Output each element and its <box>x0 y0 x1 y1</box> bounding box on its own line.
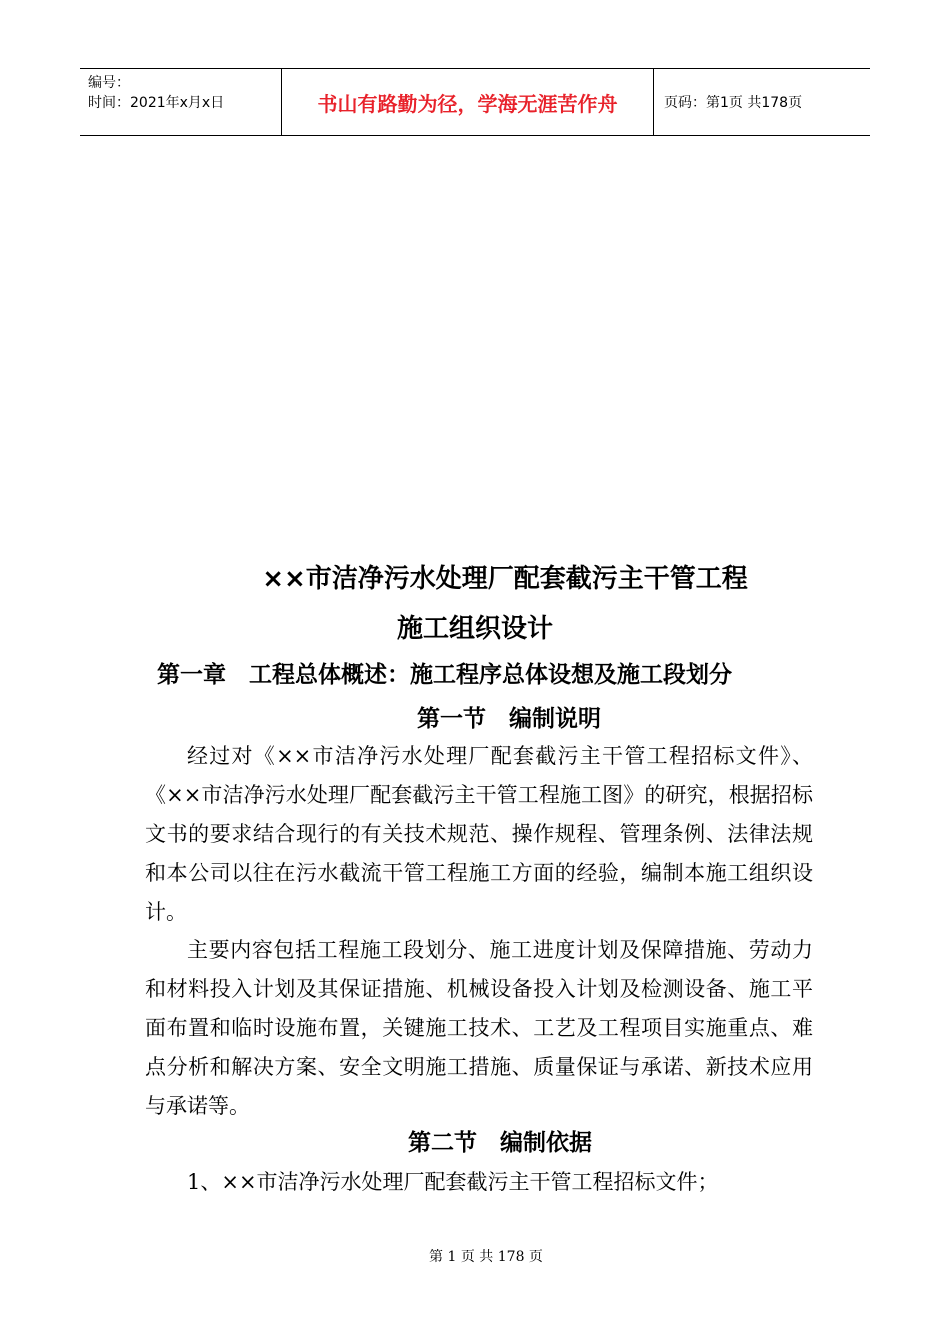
paragraph-2: 主要内容包括工程施工段划分、施工进度计划及保障措施、劳动力和材料投入计划及其保证措施、机械设备投入计划及检测设备、施工平面布置和临时设施布置，关键施工技术、工艺及工程项目实施重点、难点分析和解决方案、安全文明施工措施、质量保证与承诺、新技术应用与承诺等。 <box>145 938 813 1118</box>
document-time-label: 时间：2021年x月x日 <box>88 95 225 111</box>
header-meta-cell <box>80 69 282 135</box>
chapter-heading: 第一章 工程总体概述：施工程序总体设想及施工段划分 <box>157 662 732 688</box>
document-title-line1: ××市洁净污水处理厂配套截污主干管工程 <box>262 564 748 594</box>
section-heading-2: 第二节 编制依据 <box>408 1130 592 1156</box>
header-motto: 书山有路勤为径，学海无涯苦作舟 <box>282 69 654 135</box>
header-page-info: 页码：第1页 共178页 <box>664 95 803 111</box>
basis-item-1: 1、××市洁净污水处理厂配套截污主干管工程招标文件； <box>187 1170 719 1194</box>
document-title-line2: 施工组织设计 <box>396 614 553 644</box>
page-footer: 第 1 页 共 178 页 <box>429 1249 543 1265</box>
paragraph-1: 经过对《××市洁净污水处理厂配套截污主干管工程招标文件》、《××市洁净污水处理厂配套截污主干管工程施工图》的研究，根据招标文书的要求结合现行的有关技术规范、操作规程、管理条例、法律法规和本公司以往在污水截流干管工程施工方面的经验，编制本施工组织设计。 <box>145 744 813 924</box>
document-header <box>80 68 870 136</box>
section-heading-1: 第一节 编制说明 <box>417 706 601 732</box>
document-number-label: 编号： <box>88 75 130 91</box>
